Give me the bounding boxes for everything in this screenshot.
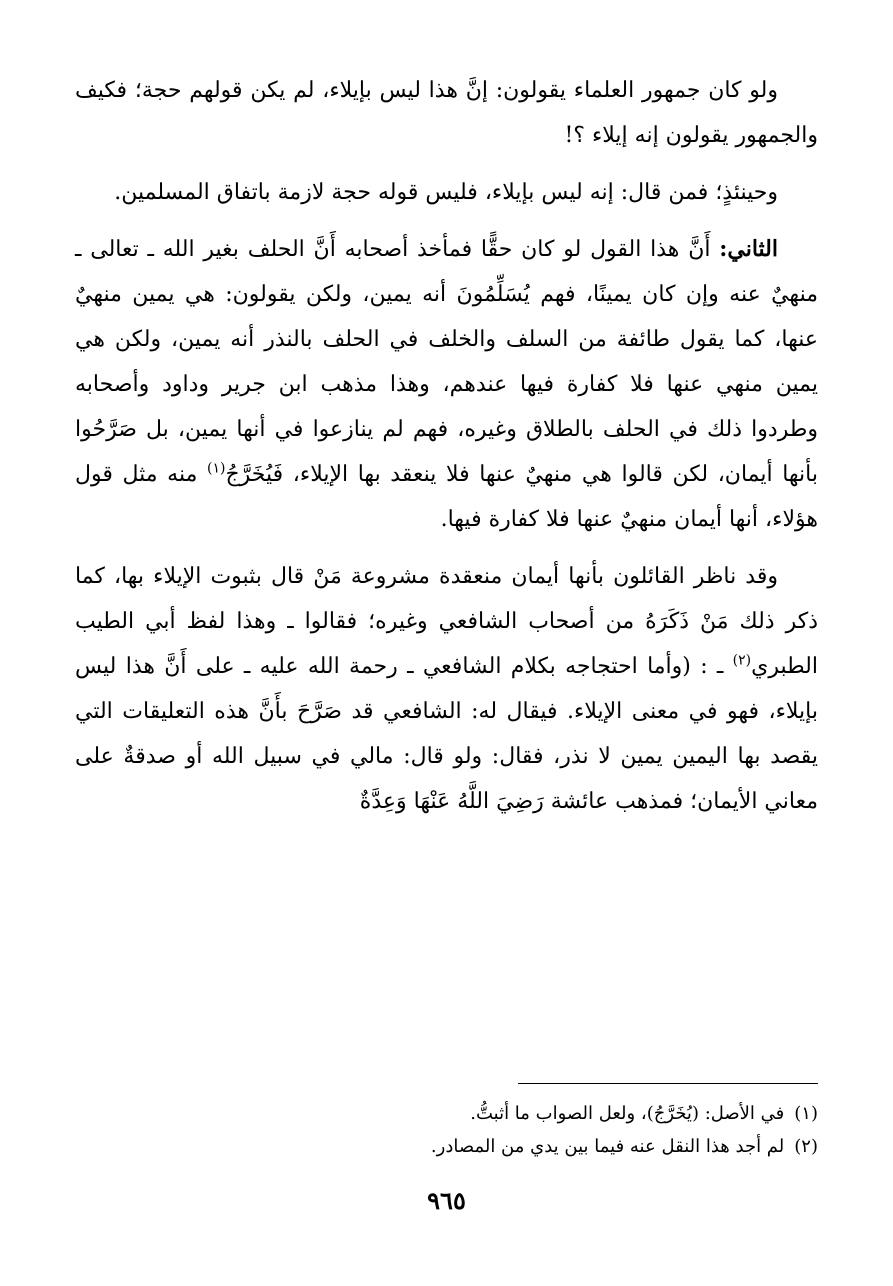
paragraph-text: ـ : (وأما احتجاجه بكلام الشافعي ـ رحمة الله عليه ـ على أَنَّ هذا ليس بإيلاء، فهو في معنى الإيلاء. فيقال له: الشافعي قد صَرَّحَ بأَنَّ هذه التعليقات التي يقصد بها اليمين يمين لا نذر، فقال: ولو قال: مالي في سبيل الله أو صدقةٌ على معاني الأيمان؛ فمذهب عائشة رَضِيَ اللَّهُ عَنْهَا وَعِدَّةٌ: [75, 654, 818, 814]
paragraph-text: وحينئذٍ؛ فمن قال: إنه ليس بإيلاء، فليس قوله حجة لازمة باتفاق المسلمين.: [114, 180, 778, 205]
footnote-text: في الأصل: (يُخَرَّجُ)، ولعل الصواب ما أثبتُّ.: [470, 1103, 785, 1124]
paragraph-4: [75, 554, 818, 824]
paragraph-text: وقد ناظر القائلون بأنها أيمان منعقدة مشروعة مَنْ قال بثبوت الإيلاء بها، كما ذكر ذلك مَنْ ذَكَرَهُ من أصحاب الشافعي وغيره؛ فقالوا ـ وهذا لفظ أبي الطيب الطبري: [75, 564, 818, 679]
footnote-text: لم أجد هذا النقل عنه فيما بين يدي من المصادر.: [430, 1136, 785, 1157]
paragraph-2: [75, 170, 818, 215]
page-number: ٩٦٥: [427, 1186, 466, 1215]
paragraph-label: الثاني:: [719, 236, 778, 262]
footnote-reference[interactable]: (٢): [732, 652, 752, 669]
paragraph-text: ولو كان جمهور العلماء يقولون: إنَّ هذا ليس بإيلاء، لم يكن قولهم حجة؛ فكيف والجمهور يقولون إنه إيلاء ؟!: [75, 78, 818, 148]
paragraph-3: [75, 227, 818, 542]
footnotes: [75, 1097, 818, 1163]
footnote-divider: [518, 1083, 818, 1084]
footnote-number: (١): [794, 1103, 818, 1124]
paragraph-1: [75, 68, 818, 158]
footnote-reference[interactable]: (١): [207, 460, 226, 477]
main-text: [75, 68, 818, 836]
paragraph-text: أَنَّ هذا القول لو كان حقًّا فمأخذ أصحابه أَنَّ الحلف بغير الله ـ تعالى ـ منهيٌ عنه وإن كان يمينًا، فهم يُسَلِّمُونَ أنه يمين، ولكن يقولون: هي يمين منهيٌ عنها، كما يقول طائفة من السلف والخلف في الحلف بالنذر أنه يمين، ولكن هي يمين منهي عنها فلا كفارة فيها عندهم، وهذا مذهب ابن جرير وداود وأصحابه وطردوا ذلك في الحلف بالطلاق وغيره، فهم لم ينازعوا في أنها يمين، بل صَرَّحُوا بأنها أيمان، لكن قالوا هي منهيٌ عنها فلا ينعقد بها الإيلاء، فَيُخَرَّجُ: [75, 237, 819, 487]
footnote-number: (٢): [794, 1136, 818, 1157]
footnote-item: [75, 1097, 818, 1130]
footnote-item: [75, 1130, 818, 1163]
paragraph-text: منه مثل قول هؤلاء، أنها أيمان منهيٌ عنها فلا كفارة فيها.: [75, 462, 818, 532]
